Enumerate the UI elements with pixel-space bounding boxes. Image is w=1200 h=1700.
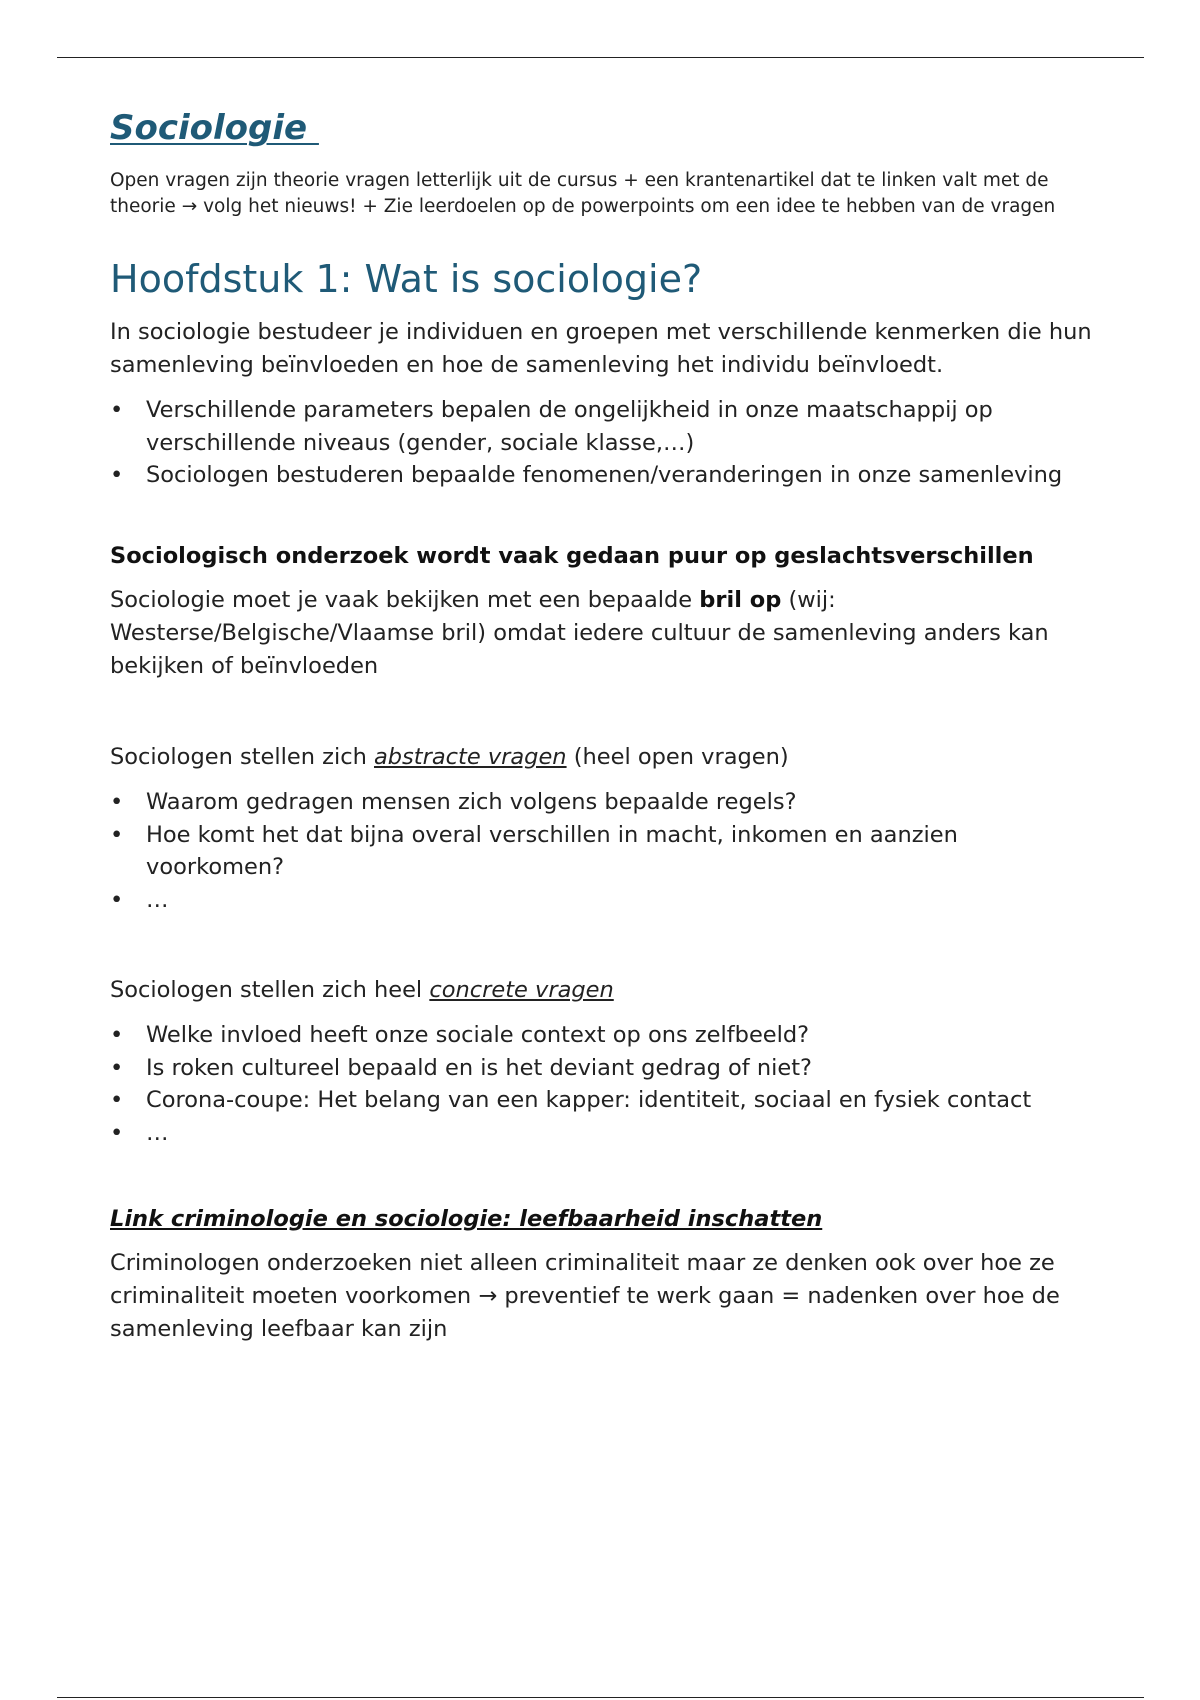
list-item: • … bbox=[110, 1117, 1100, 1150]
bold-text: bril op bbox=[699, 587, 782, 613]
chapter-heading: Hoofdstuk 1: Wat is sociologie? bbox=[110, 257, 703, 301]
list-item: • Verschillende parameters bepalen de ongelijkheid in onze maatschappij op verschillende niveaus (gender, sociale klasse,…) bbox=[110, 394, 1100, 459]
research-paragraph: Sociologie moet je vaak bekijken met een bepaalde bril op (wij: Westerse/Belgische/Vlaamse bril) omdat iedere cultuur de samenleving anders kan bekijken of beïnvloeden bbox=[110, 587, 1049, 679]
research-heading: Sociologisch onderzoek wordt vaak gedaan puur op geslachtsverschillen bbox=[110, 542, 1034, 569]
list-item: • Waarom gedragen mensen zich volgens bepaalde regels? bbox=[110, 786, 1100, 819]
chapter-bullet-list bbox=[110, 394, 1100, 492]
abstract-questions-paragraph: Sociologen stellen zich abstracte vragen (heel open vragen) bbox=[110, 744, 789, 770]
header-rule bbox=[57, 57, 1144, 58]
list-item: • Welke invloed heeft onze sociale context op ons zelfbeeld? bbox=[110, 1019, 1100, 1052]
list-item: • Corona-coupe: Het belang van een kapper: identiteit, sociaal en fysiek contact bbox=[110, 1084, 1100, 1117]
list-item: • … bbox=[110, 884, 1100, 917]
document-title: Sociologie bbox=[110, 108, 319, 148]
concrete-bullet-list bbox=[110, 1019, 1100, 1149]
chapter-intro-paragraph: In sociologie bestudeer je individuen en groepen met verschillende kenmerken die hun samenleving beïnvloeden en hoe de samenleving het individu beïnvloedt. bbox=[110, 319, 1092, 378]
emphasis-text: concrete vragen bbox=[429, 977, 614, 1003]
concrete-questions-paragraph: Sociologen stellen zich heel concrete vragen bbox=[110, 977, 614, 1003]
list-item: • Hoe komt het dat bijna overal verschillen in macht, inkomen en aanzien voorkomen? bbox=[110, 819, 1100, 884]
link-paragraph: Criminologen onderzoeken niet alleen criminaliteit maar ze denken ook over hoe ze criminaliteit moeten voorkomen → preventief te werk gaan = nadenken over hoe de samenleving leefbaar kan zijn bbox=[110, 1250, 1060, 1342]
list-item: • Sociologen bestuderen bepaalde fenomenen/veranderingen in onze samenleving bbox=[110, 459, 1100, 492]
emphasis-text: abstracte vragen bbox=[373, 744, 567, 770]
footer-rule bbox=[57, 1697, 1144, 1698]
list-item: • Is roken cultureel bepaald en is het deviant gedrag of niet? bbox=[110, 1052, 1100, 1085]
document-page bbox=[110, 100, 1100, 1358]
link-heading: Link criminologie en sociologie: leefbaarheid inschatten bbox=[110, 1206, 823, 1232]
abstract-bullet-list bbox=[110, 786, 1100, 916]
exam-info-paragraph: Open vragen zijn theorie vragen letterlijk uit de cursus + een krantenartikel dat te linken valt met de theorie → volg het nieuws! + Zie leerdoelen op de powerpoints om een idee te hebben van de vragen bbox=[110, 170, 1056, 217]
